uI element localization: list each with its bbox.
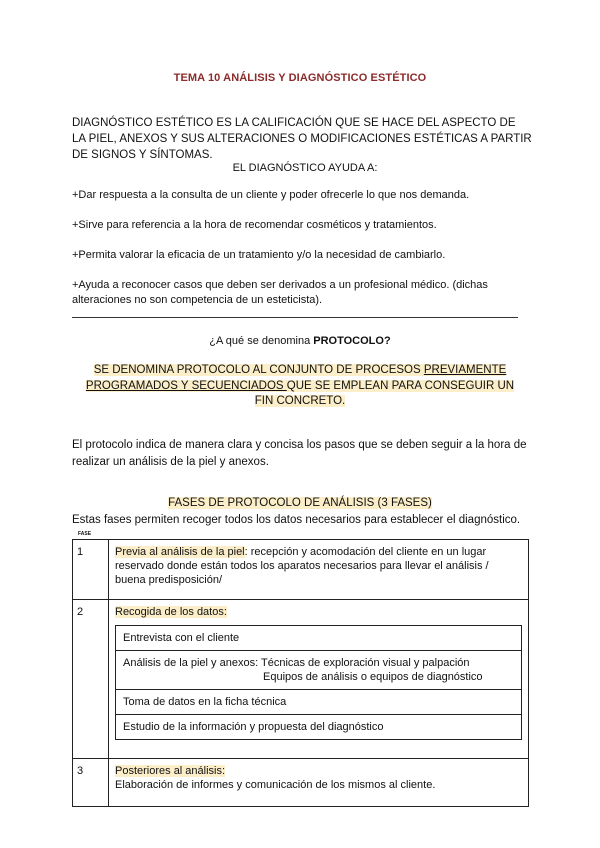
table-row — [73, 600, 529, 759]
phases-title — [0, 497, 600, 509]
divider-line — [72, 317, 518, 318]
step-text: Análisis de la piel y anexos: Técnicas de exploración visual y palpación — [123, 657, 470, 669]
table-row — [73, 759, 529, 807]
phase-number: 3 — [73, 759, 109, 807]
protocol-paragraph: El protocolo indica de manera clara y concisa los pasos que se deben seguir a la hora de realizar un análisis de la piel y anexos. — [72, 439, 527, 468]
step-row — [116, 651, 521, 690]
bullet-item: +Sirve para referencia a la hora de recomendar cosméticos y tratamientos. — [72, 219, 437, 231]
fase-label: FASE — [78, 531, 92, 537]
definition-part2: QUE SE EMPLEAN PARA CONSEGUIR UN FIN CONCRETO. — [254, 379, 515, 407]
table-row — [73, 540, 529, 600]
page-title: TEMA 10 ANÁLISIS Y DIAGNÓSTICO ESTÉTICO — [173, 72, 427, 84]
phase-heading: Posteriores al análisis: — [115, 765, 226, 777]
phase-text: : recepción y acomodación del cliente en un lugar reservado donde están todos los aparatos necesarios para llevar el análisis / buena predisposición/ — [115, 546, 489, 586]
definition-underlined: PREVIAMENTE PROGRAMADOS Y SECUENCIADOS — [85, 364, 507, 392]
helps-heading: EL DIAGNÓSTICO AYUDA A: — [232, 162, 378, 174]
bullet-item: +Dar respuesta a la consulta de un cliente y poder ofrecerle lo que nos demanda. — [72, 189, 470, 201]
phases-title-text: FASES DE PROTOCOLO DE ANÁLISIS (3 FASES) — [168, 497, 432, 509]
phase-heading: Recogida de los datos: — [115, 606, 227, 618]
phases-subtitle: Estas fases permiten recoger todos los datos necesarios para establecer el diagnóstico. — [72, 514, 521, 526]
question-bold: PROTOCOLO? — [313, 335, 391, 347]
definition-part1: SE DENOMINA PROTOCOLO AL CONJUNTO DE PROCESOS — [93, 364, 424, 376]
phase-number: 1 — [73, 540, 109, 600]
question-prefix: ¿A qué se denomina — [209, 335, 314, 347]
phase-heading: Previa al análisis de la piel — [115, 546, 245, 558]
protocol-definition — [80, 363, 520, 410]
bullet-item: +Ayuda a reconocer casos que deben ser derivados a un profesional médico. (dichas alteraciones no son competencia de un esteticista). — [72, 279, 488, 306]
steps-table — [115, 625, 522, 740]
step-subtext: Equipos de análisis o equipos de diagnóstico — [263, 671, 483, 683]
phases-table — [72, 539, 529, 807]
phase-number: 2 — [73, 600, 109, 759]
bullet-item: +Permita valorar la eficacia de un tratamiento y/o la necesidad de cambiarlo. — [72, 249, 446, 261]
step-row: Entrevista con el cliente — [116, 626, 521, 651]
phase-content — [109, 600, 529, 759]
step-row: Estudio de la información y propuesta del diagnóstico — [123, 721, 384, 733]
phase-content — [109, 759, 529, 807]
step-row: Toma de datos en la ficha técnica — [116, 690, 521, 715]
phase-text: Elaboración de informes y comunicación de los mismos al cliente. — [115, 779, 436, 791]
protocol-question — [0, 335, 600, 347]
intro-definition: DIAGNÓSTICO ESTÉTICO ES LA CALIFICACIÓN QUE SE HACE DEL ASPECTO DE LA PIEL, ANEXOS Y SUS ALTERACIONES O MODIFICACIONES ESTÉTICAS A PARTIR DE SIGNOS Y SÍNTOMAS. — [72, 117, 532, 161]
phase-content — [109, 540, 529, 600]
